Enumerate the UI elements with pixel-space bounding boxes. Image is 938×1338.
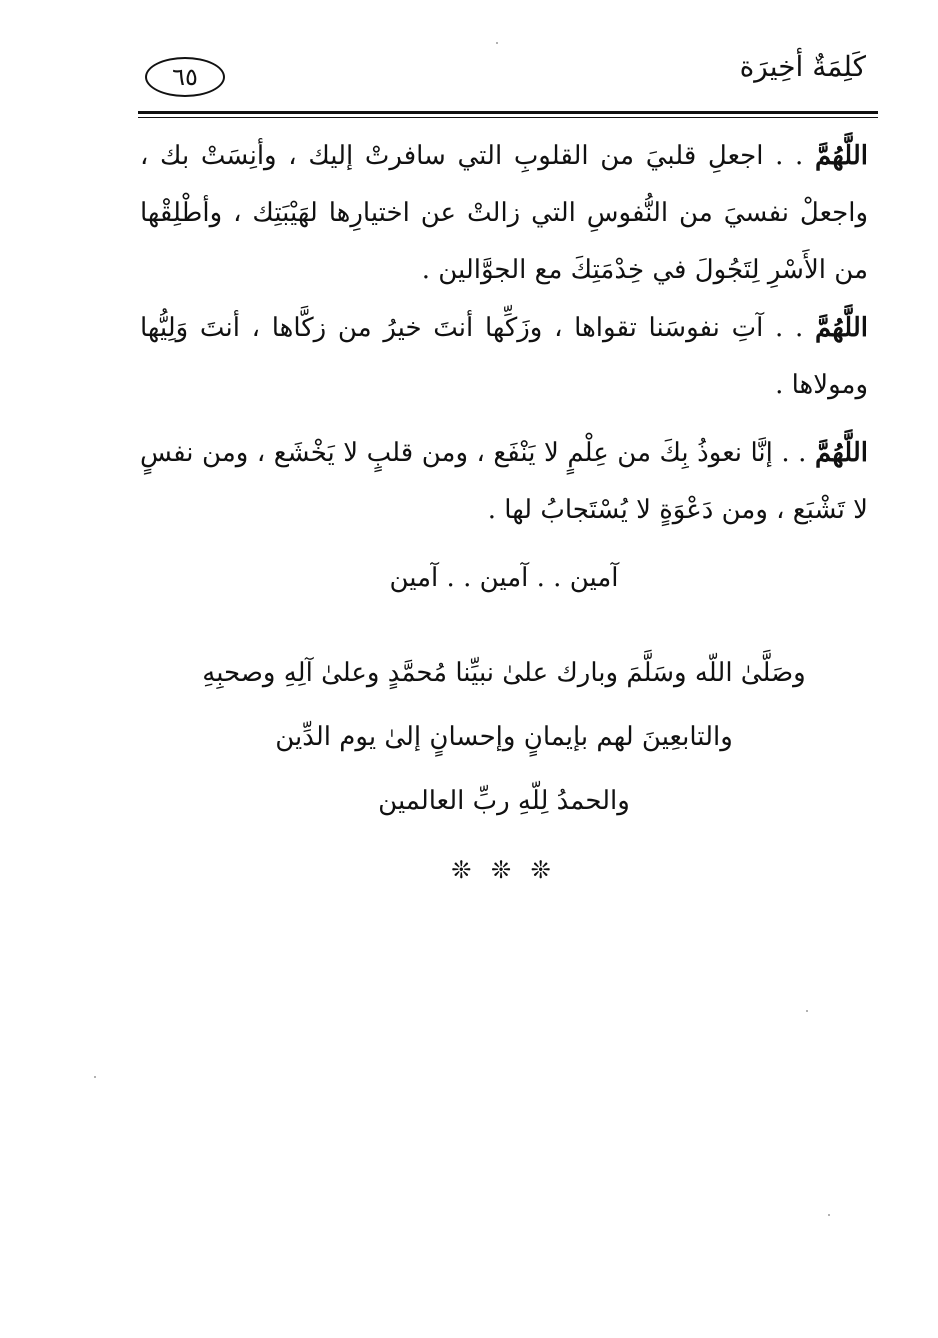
paragraph-prayer-2	[140, 300, 868, 414]
amen-line: آمين . . آمين . . آمين	[389, 563, 619, 593]
page-number: ٦٥	[172, 63, 198, 91]
paragraph-lead: اللَّهُمَّ	[814, 438, 868, 468]
scan-speck	[828, 1214, 830, 1216]
paragraph-lead: اللَّهُمَّ	[814, 141, 869, 171]
page-number-badge	[145, 57, 225, 97]
paragraph-text: . . إنَّا نعوذُ بِكَ من عِلْمٍ لا يَنْفَع ، ومن قلبٍ لا يَخْشَع ، ومن نفسٍ لا تَشْبَع ، ومن دَعْوَةٍ لا يُسْتَجابُ لها .	[140, 438, 868, 525]
paragraph-text: . . آتِ نفوسَنا تقواها ، وزَكِّها أنتَ خيرُ من زكَّاها ، أنتَ وَلِيُّها ومولاها .	[140, 313, 868, 400]
scan-speck	[806, 1010, 808, 1012]
closing-line-2: والتابعِينَ لهم بإيمانٍ وإحسانٍ إلىٰ يوم الدِّين	[275, 722, 733, 752]
paragraph-prayer-1	[140, 128, 868, 299]
closing-line-1: وصَلَّىٰ اللّه وسَلَّمَ وبارك علىٰ نبيِّنا مُحمَّدٍ وعلىٰ آلِهِ وصحبِهِ	[202, 658, 806, 688]
scan-speck	[94, 1076, 96, 1078]
running-header-title: كَلِمَةٌ أخِيرَة	[739, 50, 866, 83]
header-rule-thick	[138, 111, 878, 114]
header-rule-thin	[138, 117, 878, 118]
closing-line-3: والحمدُ لِلّهِ ربِّ العالمين	[378, 786, 630, 816]
paragraph-prayer-3	[140, 425, 868, 539]
end-ornament: ❊ ❊ ❊	[451, 856, 557, 884]
scan-speck	[496, 42, 498, 44]
paragraph-lead: اللَّهُمَّ	[814, 313, 868, 343]
paragraph-text: . . اجعلِ قلبيَ من القلوبِ التي سافرتْ إليك ، وأنِسَتْ بك ، واجعلْ نفسيَ من النُّفوسِ التي زالتْ عن اختيارِها لهَيْبَتِك ، وأطْلِقْها من الأَسْرِ لِتَجُولَ في خِدْمَتِكَ مع الجوَّالين .	[140, 141, 868, 285]
